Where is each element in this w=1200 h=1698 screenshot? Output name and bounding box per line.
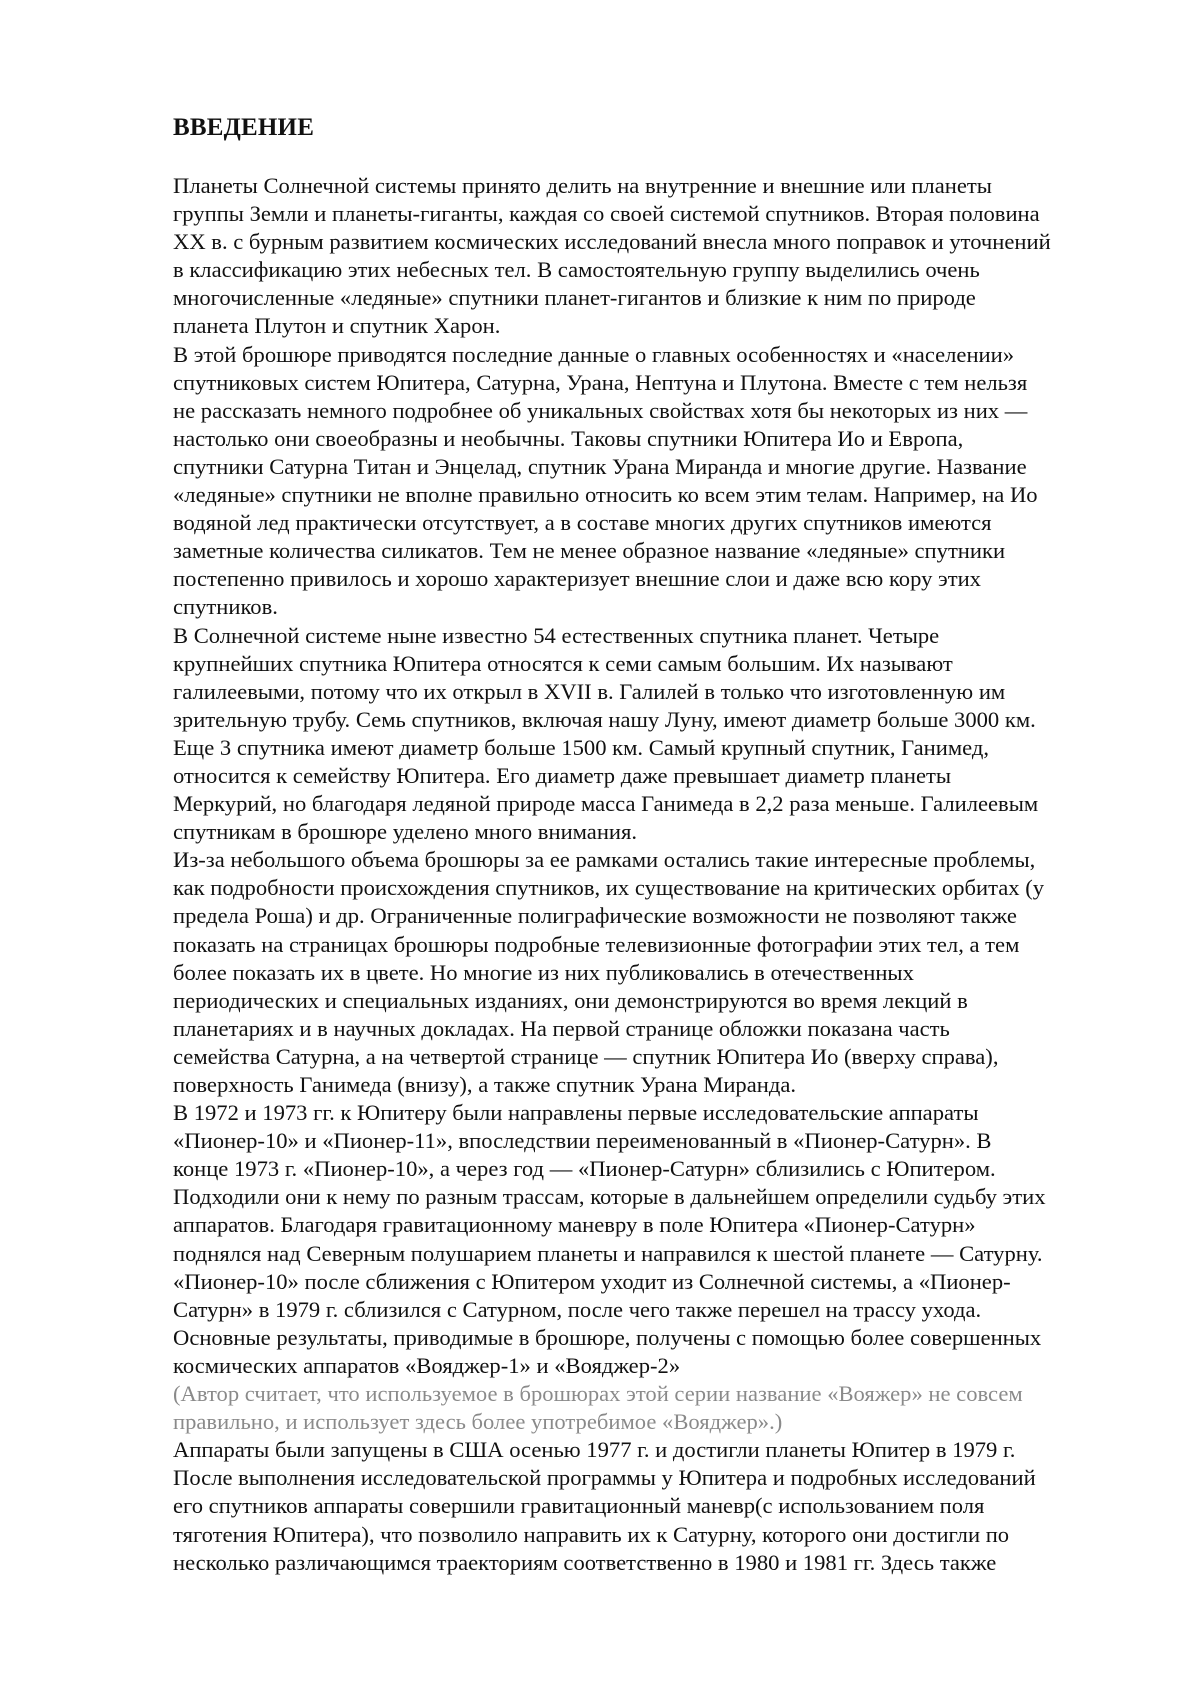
document-body (173, 172, 1133, 1577)
paragraph (173, 1099, 1133, 1380)
paragraph (173, 846, 1133, 1099)
text-line: Аппараты были запущены в США осенью 1977 г. и достигли планеты Юпитер в 1979 г. (173, 1437, 1016, 1463)
text-line: «Пионер-10» и «Пионер-11», впоследствии переименованный в «Пионер-Сатурн». В (173, 1128, 992, 1154)
text-line: правильно, и использует здесь более употребимое «Вояджер».) (173, 1409, 783, 1435)
text-line: заметные количества силикатов. Тем не менее образное название «ледяные» спутники (173, 538, 1006, 564)
text-line: более показать их в цвете. Но многие из них публиковались в отечественных (173, 959, 914, 985)
text-line: спутниковых систем Юпитера, Сатурна, Урана, Нептуна и Плутона. Вместе с тем нельзя (173, 369, 1028, 395)
author-note (173, 1380, 1133, 1436)
paragraph (173, 1436, 1133, 1576)
text-line: Из-за небольшого объема брошюры за ее рамками остались такие интересные проблемы, (173, 847, 1036, 873)
text-line: В Солнечной системе ныне известно 54 естественных спутника планет. Четыре (173, 622, 940, 648)
text-line: зрительную трубу. Семь спутников, включая нашу Луну, имеют диаметр больше 3000 км. (173, 706, 1036, 732)
text-line: как подробности происхождения спутников, их существование на критических орбитах (у (173, 875, 1045, 901)
text-line: космических аппаратов «Вояджер-1» и «Вояджер-2» (173, 1352, 681, 1378)
paragraph (173, 622, 1133, 847)
text-line: Основные результаты, приводимые в брошюре, получены с помощью более совершенных (173, 1324, 1042, 1350)
text-line: группы Земли и планеты-гиганты, каждая со своей системой спутников. Вторая половина (173, 201, 1040, 227)
text-line: несколько различающимся траекториям соответственно в 1980 и 1981 гг. Здесь также (173, 1549, 997, 1575)
paragraph (173, 172, 1133, 341)
paragraph (173, 341, 1133, 622)
text-line: в классификацию этих небесных тел. В самостоятельную группу выделились очень (173, 257, 980, 283)
text-line: поверхность Ганимеда (внизу), а также спутник Урана Миранда. (173, 1072, 796, 1097)
text-line: «ледяные» спутники не вполне правильно относить ко всем этим телам. Например, на Ио (173, 482, 1038, 508)
text-line: спутники Сатурна Титан и Энцелад, спутник Урана Миранда и многие другие. Название (173, 453, 1027, 479)
text-line: многочисленные «ледяные» спутники планет-гигантов и близкие к ним по природе (173, 285, 976, 311)
text-line: Еще 3 спутника имеют диаметр больше 1500 км. Самый крупный спутник, Ганимед, (173, 734, 990, 760)
text-line: спутникам в брошюре уделено много внимания. (173, 819, 638, 845)
text-line: Меркурий, но благодаря ледяной природе масса Ганимеда в 2,2 раза меньше. Галилеевым (173, 791, 1039, 817)
text-line: поднялся над Северным полушарием планеты и направился к шестой планете — Сатурну. (173, 1240, 1043, 1266)
text-line: галилеевыми, потому что их открыл в XVII в. Галилей в только что изготовленную им (173, 678, 1006, 704)
text-line: аппаратов. Благодаря гравитационному маневру в поле Юпитера «Пионер-Сатурн» (173, 1212, 976, 1238)
text-line: его спутников аппараты совершили гравитационный маневр(с использованием поля (173, 1493, 985, 1519)
text-line: В 1972 и 1973 гг. к Юпитеру были направлены первые исследовательские аппараты (173, 1100, 979, 1126)
text-line: конце 1973 г. «Пионер-10», а через год — «Пионер-Сатурн» сблизились с Юпитером. (173, 1156, 996, 1182)
text-line: Подходили они к нему по разным трассам, которые в дальнейшем определили судьбу этих (173, 1184, 1046, 1210)
text-line: относится к семейству Юпитера. Его диаметр даже превышает диаметр планеты (173, 762, 952, 788)
text-line: спутников. (173, 594, 278, 620)
text-line: периодических и специальных изданиях, они демонстрируются во время лекций в (173, 987, 968, 1013)
text-line: показать на страницах брошюры подробные телевизионные фотографии этих тел, а тем (173, 931, 1020, 957)
text-line: водяной лед практически отсутствует, а в составе многих других спутников имеются (173, 510, 992, 536)
text-line: крупнейших спутника Юпитера относятся к семи самым большим. Их называют (173, 650, 953, 676)
text-line: В этой брошюре приводятся последние данные о главных особенностях и «населении» (173, 341, 1015, 367)
text-line: планетариях и в научных докладах. На первой странице обложки показана часть (173, 1015, 950, 1041)
text-line: семейства Сатурна, а на четвертой странице — спутник Юпитера Ио (вверху справа), (173, 1043, 999, 1069)
text-line: После выполнения исследовательской программы у Юпитера и подробных исследований (173, 1465, 1036, 1491)
document-page (173, 113, 1133, 1577)
text-line: тяготения Юпитера), что позволило направить их к Сатурну, которого они достигли по (173, 1521, 1010, 1547)
text-line: планета Плутон и спутник Харон. (173, 313, 501, 339)
text-line: Планеты Солнечной системы принято делить на внутренние и внешние или планеты (173, 173, 992, 198)
text-line: XX в. с бурным развитием космических исследований внесла много поправок и уточнений (173, 229, 1051, 255)
text-line: (Автор считает, что используемое в брошюрах этой серии название «Вояжер» не совсем (173, 1381, 1023, 1407)
page-heading: ВВЕДЕНИЕ (173, 114, 315, 141)
text-line: настолько они своеобразны и необычны. Таковы спутники Юпитера Ио и Европа, (173, 425, 964, 451)
text-line: «Пионер-10» после сближения с Юпитером уходит из Солнечной системы, а «Пионер- (173, 1268, 1011, 1294)
text-line: постепенно привилось и хорошо характеризует внешние слои и даже всю кору этих (173, 566, 981, 592)
text-line: не рассказать немного подробнее об уникальных свойствах хотя бы некоторых из них — (173, 397, 1028, 423)
text-line: Сатурн» в 1979 г. сблизился с Сатурном, после чего также перешел на трассу ухода. (173, 1296, 982, 1322)
text-line: предела Роша) и др. Ограниченные полиграфические возможности не позволяют также (173, 903, 1017, 929)
